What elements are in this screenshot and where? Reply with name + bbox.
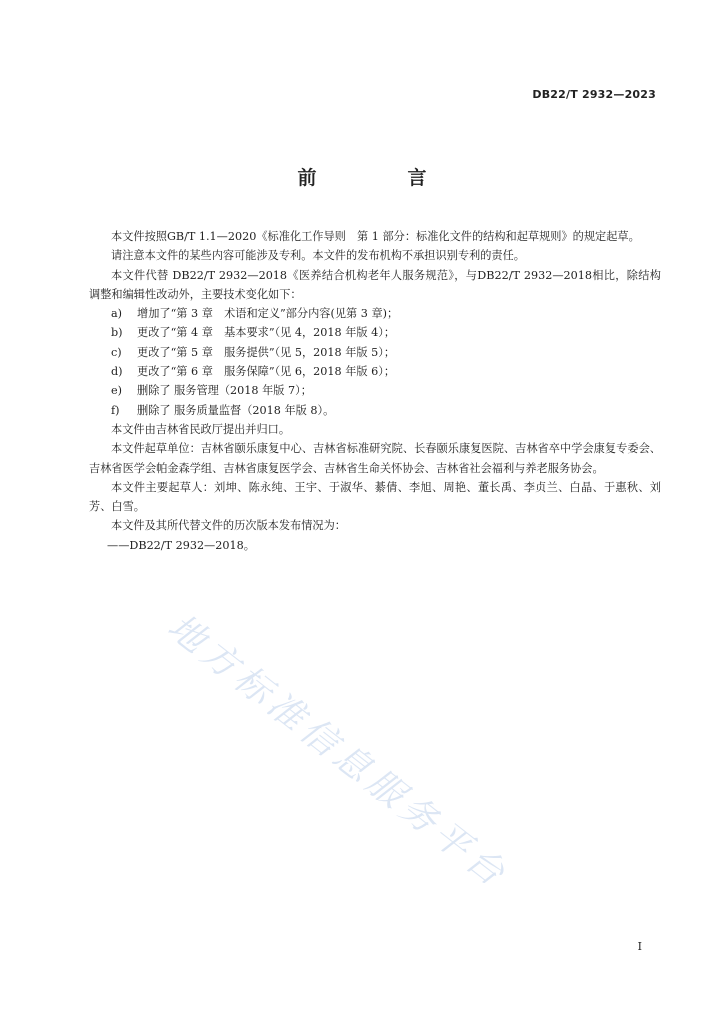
document-body <box>89 227 661 555</box>
watermark: 地方标准信息服务平台 <box>159 606 517 898</box>
list-text: 增加了“第 3 章 术语和定义”部分内容(见第 3 章)； <box>137 307 399 321</box>
replacement-paragraph: 本文件代替 DB22/T 2932—2018《医养结合机构老年人服务规范》，与DB22/T 2932—2018相比，除结构调整和编辑性改动外，主要技术变化如下： <box>89 268 661 301</box>
list-text: 删除了 服务管理（2018 年版 7）； <box>137 384 312 398</box>
drafting-rule-paragraph: 本文件按照GB/T 1.1—2020《标准化工作导则 第 1 部分：标准化文件的结构和起草规则》的规定起草。 <box>111 230 640 243</box>
history-entry: ——DB22/T 2932—2018。 <box>107 538 255 552</box>
list-text: 更改了“第 6 章 服务保障”（见 6，2018 年版 6）； <box>137 365 396 379</box>
list-marker: c) <box>111 345 122 359</box>
list-text: 删除了 服务质量监督（2018 年版 8）。 <box>137 403 335 417</box>
page-number: I <box>637 940 642 953</box>
drafters-paragraph: 本文件主要起草人：刘坤、陈永纯、王宇、于淑华、綦倩、李旭、周艳、董长禹、李贞兰、白晶、于惠秋、刘芳、白雪。 <box>89 480 661 514</box>
proposer-paragraph: 本文件由吉林省民政厅提出并归口。 <box>111 422 291 436</box>
patent-notice-paragraph: 请注意本文件的某些内容可能涉及专利。本文件的发布机构不承担识别专利的责任。 <box>111 249 525 263</box>
list-item <box>89 343 661 362</box>
list-marker: b) <box>111 326 123 340</box>
history-intro-paragraph: 本文件及其所代替文件的历次版本发布情况为： <box>111 519 346 533</box>
changes-list <box>89 304 661 420</box>
list-text: 更改了“第 5 章 服务提供”（见 5，2018 年版 5）； <box>137 345 396 359</box>
standard-code: DB22/T 2932—2023 <box>532 88 656 101</box>
list-marker: f) <box>111 403 120 417</box>
list-item <box>89 304 661 323</box>
list-marker: a) <box>111 307 123 321</box>
list-item <box>89 362 661 381</box>
list-item <box>89 323 661 342</box>
list-marker: e) <box>111 384 122 398</box>
page-title: 前 言 <box>297 167 463 189</box>
list-text: 更改了“第 4 章 基本要求”（见 4，2018 年版 4）； <box>137 326 396 340</box>
drafting-units-paragraph: 本文件起草单位：吉林省颐乐康复中心、吉林省标准研究院、长春颐乐康复医院、吉林省卒中学会康复专委会、吉林省医学会帕金森学组、吉林省康复医学会、吉林省生命关怀协会、吉林省社会福利与养老服务协会。 <box>89 442 661 475</box>
list-item <box>89 381 661 400</box>
list-item <box>89 401 661 420</box>
list-marker: d) <box>111 365 123 379</box>
